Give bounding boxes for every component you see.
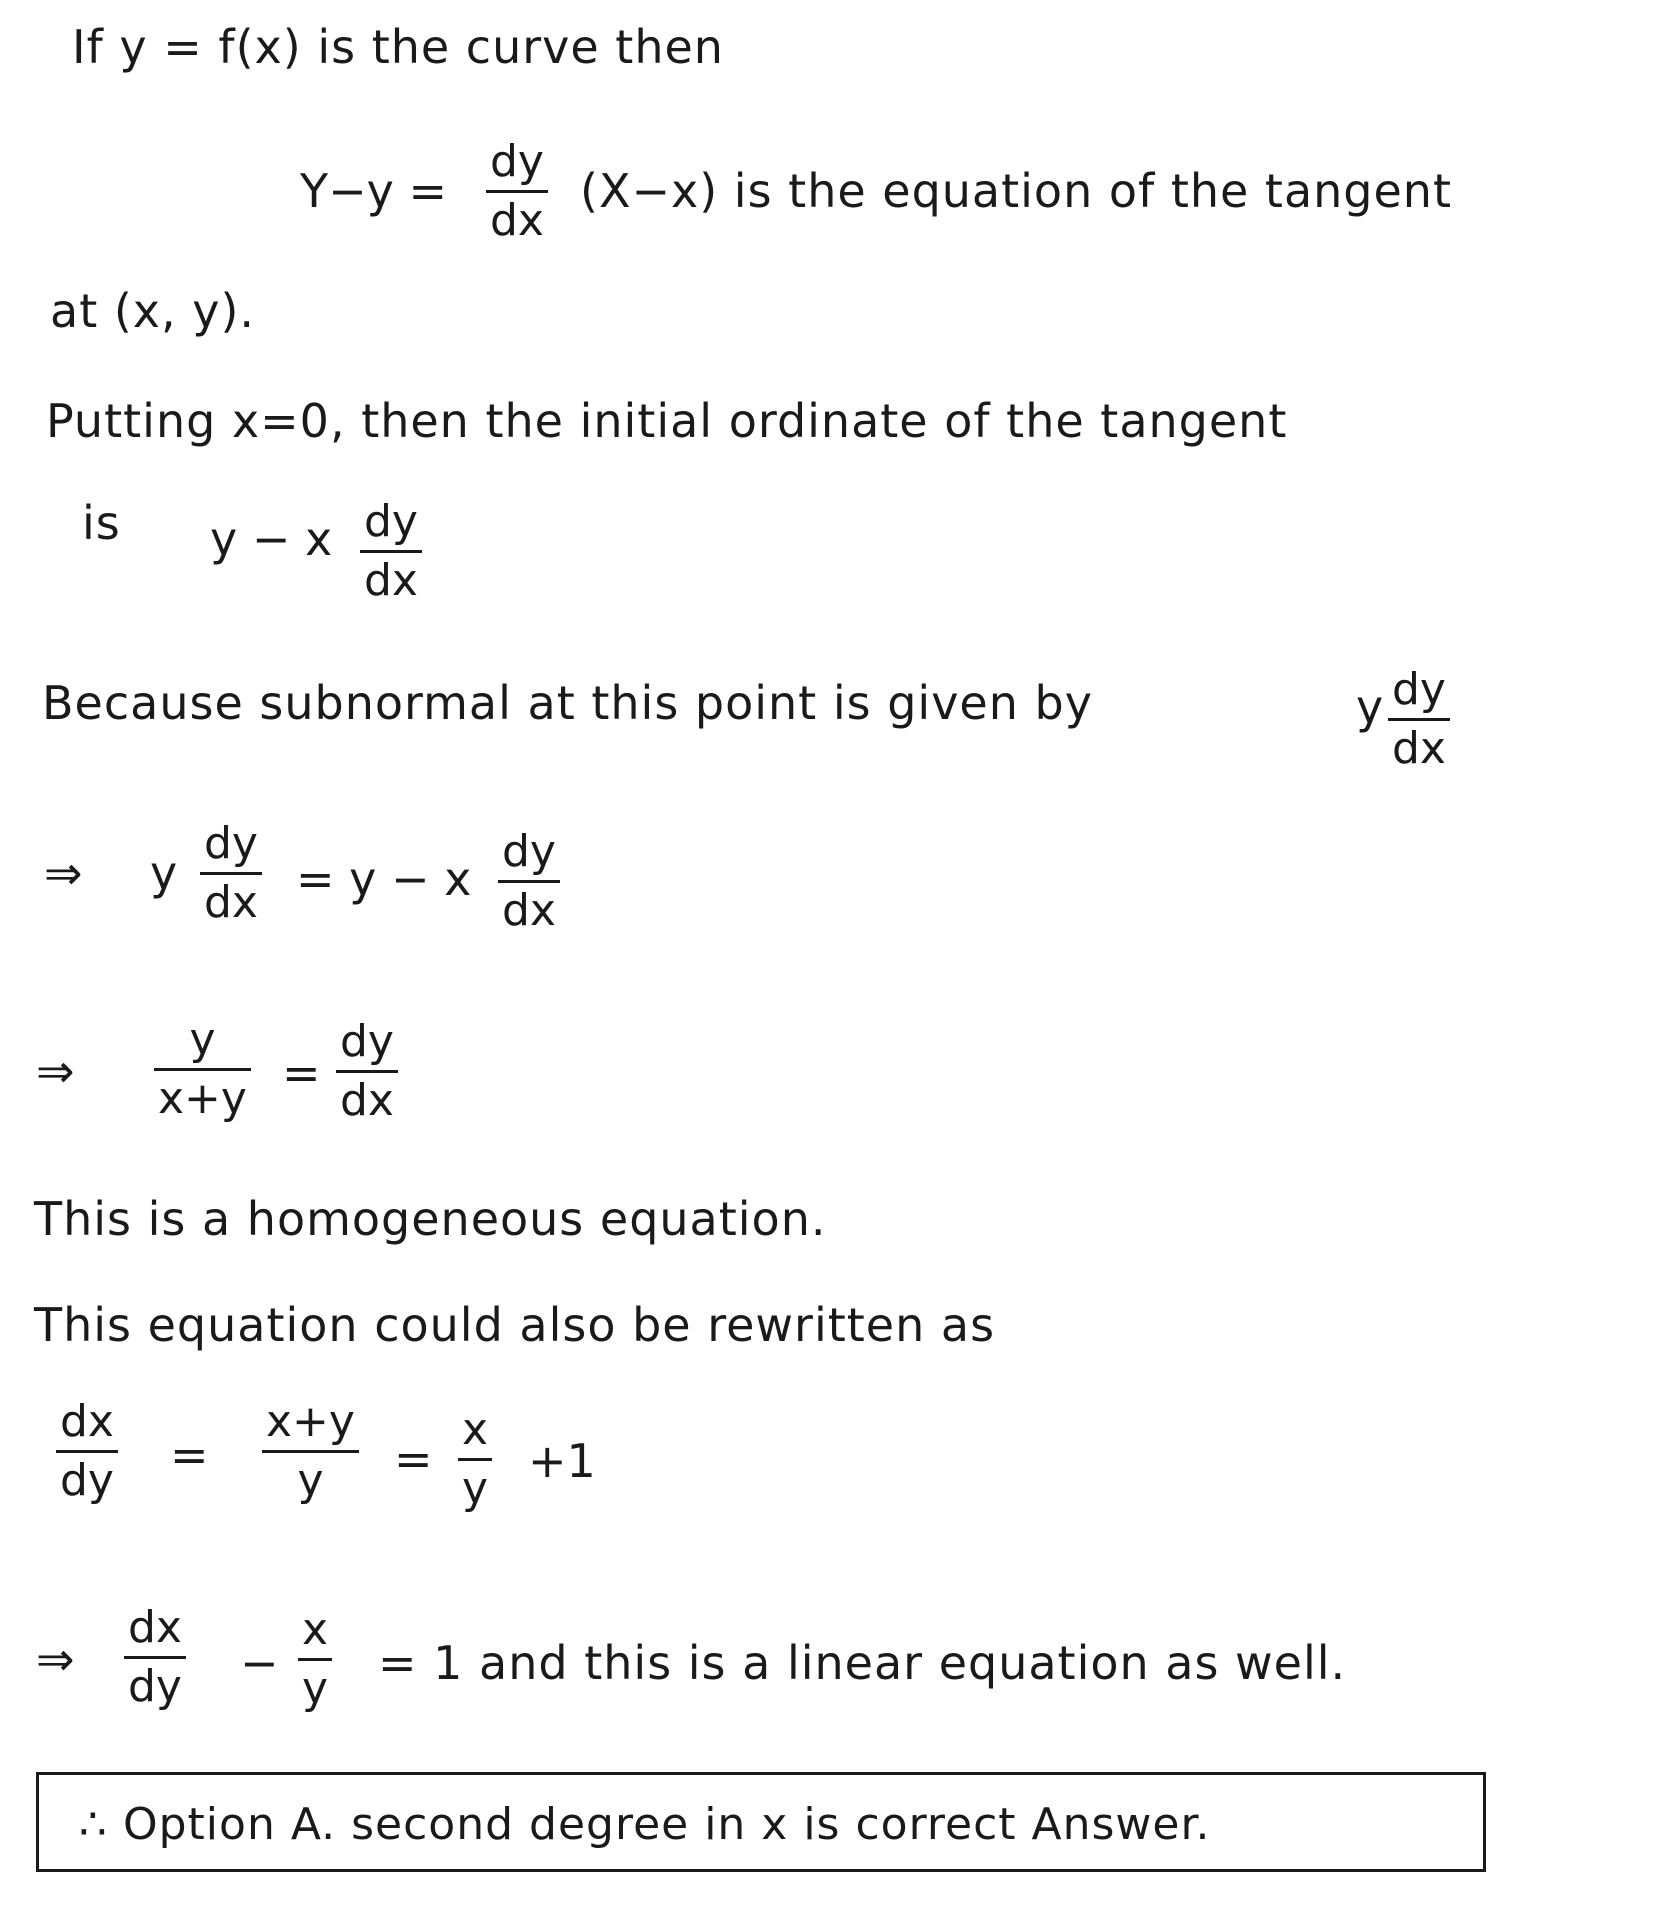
initial-ordinate-fraction (360, 496, 422, 606)
is-label: is (82, 496, 121, 550)
step3-equals-2: = (394, 1432, 433, 1486)
implies-arrow: ⇒ (44, 846, 83, 900)
intro-line: If y = f(x) is the curve then (72, 20, 724, 74)
implies-arrow: ⇒ (36, 1632, 75, 1686)
tangent-eq-lhs: Y−y = (300, 164, 448, 218)
step3-dx-dy-fraction (56, 1396, 118, 1506)
fraction-denominator: x+y (158, 1073, 247, 1124)
subnormal-y: y (1356, 680, 1384, 734)
fraction-denominator: y (302, 1663, 329, 1714)
rewritten-line: This equation could also be rewritten as (34, 1298, 996, 1352)
fraction-denominator: y (297, 1455, 324, 1506)
fraction-bar (200, 872, 262, 875)
fraction-numerator: dx (60, 1396, 114, 1447)
fraction-bar (298, 1658, 332, 1661)
step2-equals: = (282, 1046, 321, 1100)
step1-middle: = y − x (296, 852, 472, 906)
step3-equals-1: = (170, 1428, 209, 1482)
answer-text: ∴ Option A. second degree in x is correct Answer. (79, 1799, 1211, 1850)
fraction-bar (336, 1070, 398, 1073)
subnormal-fraction (1388, 664, 1450, 774)
fraction-denominator: dx (364, 555, 418, 606)
tangent-eq-slope-fraction (486, 136, 548, 246)
fraction-numerator: x (462, 1404, 489, 1455)
step3-plus-one: +1 (528, 1434, 596, 1488)
fraction-bar (486, 190, 548, 193)
fraction-bar (360, 550, 422, 553)
fraction-numerator: dy (204, 818, 258, 869)
fraction-bar (154, 1068, 251, 1071)
step1-left-fraction (200, 818, 262, 928)
putting-x-zero-line: Putting x=0, then the initial ordinate of the tangent (46, 394, 1288, 448)
implies-arrow: ⇒ (36, 1044, 75, 1098)
fraction-denominator: dx (1392, 723, 1446, 774)
linear-equation-line: = 1 and this is a linear equation as well. (378, 1636, 1347, 1690)
tangent-eq-rhs: (X−x) is the equation of the tangent (580, 164, 1452, 218)
step3-middle-fraction (262, 1396, 359, 1506)
fraction-denominator: dx (204, 877, 258, 928)
step3-x-over-y-fraction (458, 1404, 492, 1514)
initial-ordinate-expr: y − x (210, 512, 333, 566)
step4-x-over-y-fraction (298, 1604, 332, 1714)
fraction-denominator: dx (490, 195, 544, 246)
homogeneous-line: This is a homogeneous equation. (34, 1192, 827, 1246)
step2-right-fraction (336, 1016, 398, 1126)
fraction-numerator: dy (502, 826, 556, 877)
fraction-bar (124, 1656, 186, 1659)
fraction-bar (262, 1450, 359, 1453)
step4-minus: − (240, 1636, 279, 1690)
fraction-numerator: dy (490, 136, 544, 187)
fraction-numerator: dy (1392, 664, 1446, 715)
answer-box (36, 1772, 1486, 1872)
point-line: at (x, y). (50, 284, 256, 338)
step4-dx-dy-fraction (124, 1602, 186, 1712)
step1-y: y (150, 846, 178, 900)
fraction-numerator: x+y (266, 1396, 355, 1447)
fraction-denominator: dy (60, 1455, 114, 1506)
step1-right-fraction (498, 826, 560, 936)
fraction-numerator: dy (364, 496, 418, 547)
fraction-numerator: dy (340, 1016, 394, 1067)
step2-left-fraction (154, 1014, 251, 1124)
fraction-bar (458, 1458, 492, 1461)
subnormal-line: Because subnormal at this point is given by (42, 676, 1093, 730)
fraction-denominator: dx (340, 1075, 394, 1126)
fraction-numerator: x (302, 1604, 329, 1655)
fraction-bar (1388, 718, 1450, 721)
fraction-bar (56, 1450, 118, 1453)
fraction-denominator: dy (128, 1661, 182, 1712)
fraction-denominator: y (462, 1463, 489, 1514)
fraction-bar (498, 880, 560, 883)
fraction-numerator: dx (128, 1602, 182, 1653)
fraction-numerator: y (189, 1014, 216, 1065)
fraction-denominator: dx (502, 885, 556, 936)
